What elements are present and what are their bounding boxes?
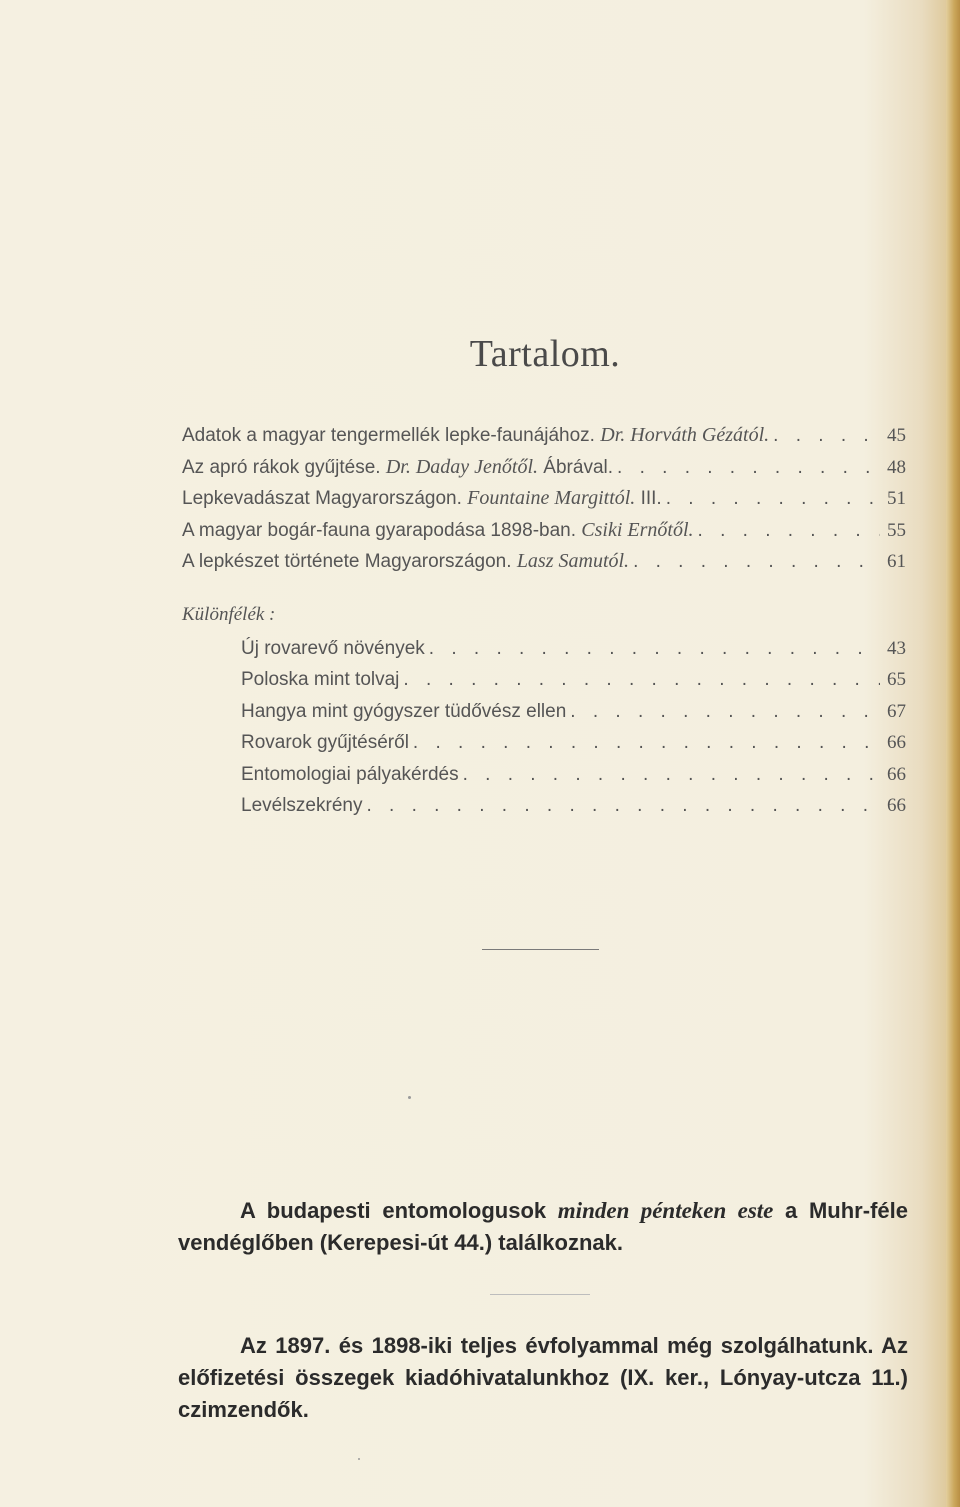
toc-entry-author: Fountaine Margittól. xyxy=(467,487,636,509)
leader-dots xyxy=(570,701,880,723)
divider-rule-faint xyxy=(490,1294,590,1295)
toc-entry xyxy=(182,456,906,488)
paper-speck xyxy=(408,1096,411,1099)
toc-subentry-text: Hangya mint gyógyszer tüdővész ellen xyxy=(241,700,567,722)
leader-dots xyxy=(366,795,880,817)
toc-page-number: 61 xyxy=(887,551,906,572)
toc-entry-author: Dr. Horváth Gézától. xyxy=(600,424,770,446)
table-of-contents xyxy=(182,424,906,827)
toc-page-number: 65 xyxy=(887,669,906,690)
toc-subentry-text: Poloska mint tolvaj xyxy=(241,669,400,690)
toc-subentry xyxy=(182,669,906,701)
toc-page-number: 66 xyxy=(887,763,906,785)
leader-dots xyxy=(463,764,880,786)
toc-page-number: 66 xyxy=(887,732,906,753)
subscription-notice: Az 1897. és 1898-iki teljes évfolyammal még szolgálhatunk. Az előfizetési összegek kiadóhivatalunkhoz (IX. ker., Lónyay-utcza 11.) czimzendők. xyxy=(178,1333,908,1422)
toc-entry-text: Lepkevadászat Magyarországon. Fountaine Margittól. III. xyxy=(182,487,662,509)
toc-subentry xyxy=(182,764,906,796)
toc-subentry xyxy=(182,701,906,733)
book-spine-edge xyxy=(946,0,960,1507)
toc-entry-text: Adatok a magyar tengermellék lepke-faunájához. Dr. Horváth Gézától. xyxy=(182,424,770,446)
toc-entry-text: A lepkészet története Magyarországon. Lasz Samutól. xyxy=(182,550,630,572)
toc-subentry xyxy=(182,732,906,764)
toc-page-number: 55 xyxy=(887,519,906,541)
toc-entry-text: A magyar bogár-fauna gyarapodása 1898-ban. Csiki Ernőtől. xyxy=(182,518,694,541)
toc-subentry xyxy=(182,638,906,670)
divider-rule xyxy=(482,949,599,950)
toc-entry-author: Lasz Samutól. xyxy=(516,550,630,572)
leader-dots xyxy=(429,638,880,660)
toc-page-number: 45 xyxy=(887,425,906,446)
page-title: Tartalom. xyxy=(469,333,621,375)
toc-page-number: 66 xyxy=(887,795,906,816)
section-heading: Különfélék : xyxy=(182,603,276,625)
meeting-notice: A budapesti entomologusok minden pénteken este a Muhr-féle vendéglőben (Kerepesi-út 44.) találkoznak. xyxy=(178,1198,908,1255)
toc-subentry-text: Levélszekrény xyxy=(241,795,363,816)
leader-dots xyxy=(666,488,880,510)
toc-page-number: 51 xyxy=(887,488,906,509)
leader-dots xyxy=(413,732,880,754)
toc-subentry-text: Új rovarevő növények xyxy=(241,637,425,659)
leader-dots xyxy=(617,457,880,479)
toc-subentry xyxy=(182,795,906,827)
paper-speck xyxy=(358,1458,360,1460)
toc-entry-author: Dr. Daday Jenőtől. xyxy=(385,455,539,478)
leader-dots xyxy=(698,520,880,542)
toc-entry xyxy=(182,519,906,551)
toc-entry xyxy=(182,550,906,582)
toc-entry-author: Csiki Ernőtől. xyxy=(581,518,694,541)
toc-page-number: 48 xyxy=(887,456,906,478)
toc-page-number: 43 xyxy=(887,637,906,659)
toc-entry xyxy=(182,487,906,519)
leader-dots xyxy=(403,669,880,691)
toc-subentry-text: Rovarok gyűjtéséről xyxy=(241,732,409,753)
toc-subentry-text: Entomologiai pályakérdés xyxy=(241,763,459,785)
leader-dots xyxy=(773,425,880,447)
leader-dots xyxy=(633,551,880,573)
toc-entry-text: Az apró rákok gyűjtése. Dr. Daday Jenőtől. Ábrával. xyxy=(182,455,614,478)
toc-entry xyxy=(182,424,906,456)
toc-page-number: 67 xyxy=(887,700,906,722)
meeting-notice-emphasis: minden pénteken este xyxy=(557,1198,774,1223)
